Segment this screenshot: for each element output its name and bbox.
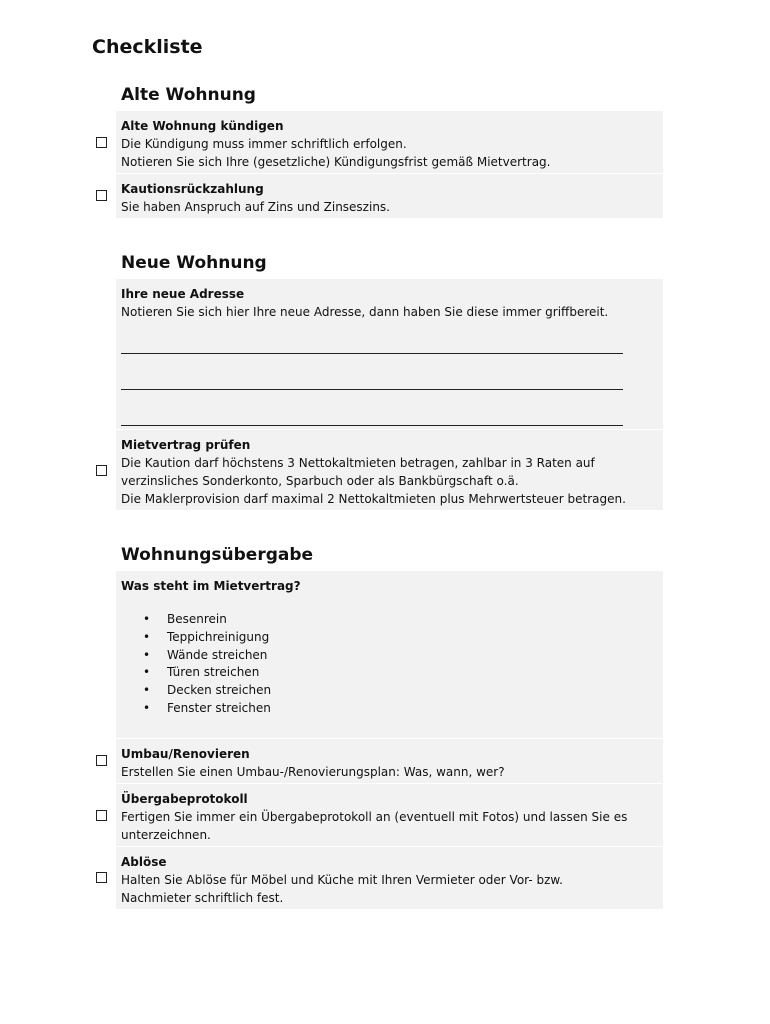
list-item: • Fenster streichen (143, 700, 271, 718)
checklist-item-umbau-renovieren (87, 739, 663, 783)
page-title: Checkliste (92, 36, 203, 58)
item-text: Halten Sie Ablöse für Möbel und Küche mit Ihren Vermieter oder Vor- bzw. (121, 873, 563, 887)
item-text: Die Kündigung muss immer schriftlich erfolgen. (121, 137, 407, 151)
checklist-item-mietvertrag-pruefen (87, 430, 663, 510)
item-title: Kautionsrückzahlung (121, 182, 264, 196)
item-title: Ihre neue Adresse (121, 287, 245, 301)
item-text: unterzeichnen. (121, 828, 211, 842)
checkbox[interactable] (96, 755, 107, 766)
item-text: Die Maklerprovision darf maximal 2 Nettokaltmieten plus Mehrwertsteuer betragen. (121, 492, 626, 506)
list-item: • Türen streichen (143, 664, 271, 682)
item-text: Fertigen Sie immer ein Übergabeprotokoll an (eventuell mit Fotos) und lassen Sie es (121, 810, 628, 824)
list-item: • Besenrein (143, 611, 271, 629)
checkbox[interactable] (96, 465, 107, 476)
checklist-item-mietvertrag-inhalt (87, 571, 663, 738)
item-title: Mietvertrag prüfen (121, 438, 251, 452)
item-text: Erstellen Sie einen Umbau-/Renovierungsplan: Was, wann, wer? (121, 765, 505, 779)
item-title: Übergabeprotokoll (121, 792, 248, 806)
checkbox[interactable] (96, 872, 107, 883)
item-title: Umbau/Renovieren (121, 747, 250, 761)
item-text: Notieren Sie sich Ihre (gesetzliche) Kündigungsfrist gemäß Mietvertrag. (121, 155, 551, 169)
checklist-item-kautionsrueckzahlung (87, 174, 663, 218)
checkbox[interactable] (96, 810, 107, 821)
checklist-item-neue-adresse (87, 279, 663, 429)
item-title: Was steht im Mietvertrag? (121, 579, 301, 593)
item-text: verzinsliches Sonderkonto, Sparbuch oder als Bankbürgschaft o.ä. (121, 474, 519, 488)
list-item: • Teppichreinigung (143, 629, 271, 647)
bullet-list (143, 611, 271, 718)
item-text: Nachmieter schriftlich fest. (121, 891, 284, 905)
checkbox[interactable] (96, 137, 107, 148)
address-line-3[interactable] (121, 425, 623, 426)
address-line-1[interactable] (121, 353, 623, 354)
checkbox[interactable] (96, 190, 107, 201)
section-title-neue-wohnung: Neue Wohnung (121, 253, 267, 273)
checklist-item-uebergabeprotokoll (87, 784, 663, 846)
list-item: • Decken streichen (143, 682, 271, 700)
address-line-2[interactable] (121, 389, 623, 390)
checklist-item-alte-wohnung-kuendigen (87, 111, 663, 173)
item-text: Sie haben Anspruch auf Zins und Zinseszins. (121, 200, 390, 214)
section-title-wohnungsuebergabe: Wohnungsübergabe (121, 545, 314, 565)
checklist-item-abloese (87, 847, 663, 909)
item-text: Die Kaution darf höchstens 3 Nettokaltmieten betragen, zahlbar in 3 Raten auf (121, 456, 595, 470)
item-text: Notieren Sie sich hier Ihre neue Adresse, dann haben Sie diese immer griffbereit. (121, 305, 609, 319)
item-title: Alte Wohnung kündigen (121, 119, 284, 133)
section-title-alte-wohnung: Alte Wohnung (121, 85, 256, 105)
item-title: Ablöse (121, 855, 167, 869)
list-item: • Wände streichen (143, 647, 271, 665)
